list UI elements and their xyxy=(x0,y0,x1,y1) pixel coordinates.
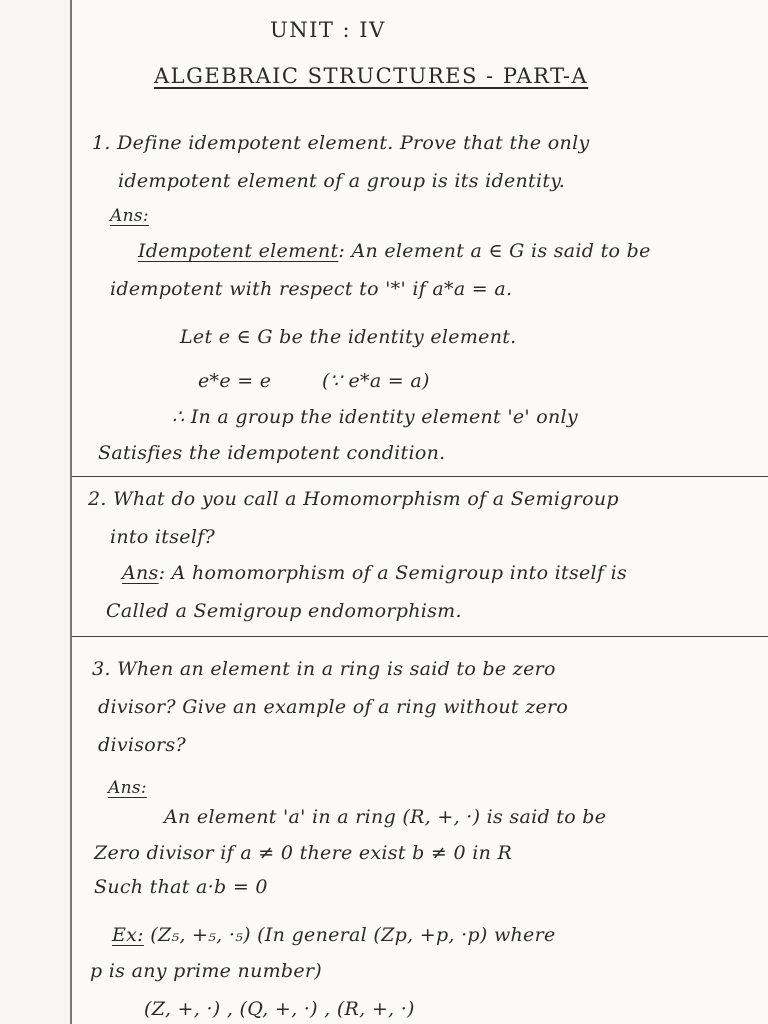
q3-line2: divisor? Give an example of a ring without zero xyxy=(98,696,569,718)
q3-line1: 3. When an element in a ring is said to be zero xyxy=(92,658,556,680)
q1-ans-label: Ans: xyxy=(110,206,149,226)
q1-definition xyxy=(138,240,651,262)
q1-def-term: Idempotent element xyxy=(138,240,339,262)
divider-1 xyxy=(72,476,768,477)
unit-heading: UNIT : IV xyxy=(270,18,386,42)
q1-therefore: ∴ In a group the identity element 'e' only xyxy=(172,406,578,428)
q1-satisfies: Satisfies the idempotent condition. xyxy=(98,442,446,464)
q3-ex-label: Ex: xyxy=(112,924,144,946)
q3-line3: divisors? xyxy=(98,734,186,756)
q1-line1: 1. Define idempotent element. Prove that the only xyxy=(92,132,590,154)
q3-ex-rest: (Z₅, +₅, ·₅) (In general (Zp, +p, ·p) where xyxy=(150,924,556,946)
q3-example xyxy=(112,924,556,946)
q3-answer-1: An element 'a' in a ring (R, +, ·) is said to be xyxy=(164,806,607,828)
q1-def-rest: : An element a ∈ G is said to be xyxy=(338,240,651,262)
q2-ans-rest: : A homomorphism of a Semigroup into itself is xyxy=(158,562,628,584)
q2-ans-label: Ans xyxy=(122,562,159,584)
q1-let: Let e ∈ G be the identity element. xyxy=(180,326,517,348)
q3-example-2: p is any prime number) xyxy=(90,960,323,982)
divider-2 xyxy=(72,636,768,637)
q3-ans-label: Ans: xyxy=(108,778,147,798)
q1-line2: idempotent element of a group is its identity. xyxy=(118,170,566,192)
q1-def-line2: idempotent with respect to '*' if a*a = a. xyxy=(110,278,513,300)
q2-line2: into itself? xyxy=(110,526,216,548)
notebook-page xyxy=(70,0,768,1024)
page-title: ALGEBRAIC STRUCTURES - PART-A xyxy=(154,64,589,88)
q1-equation: e*e = e (∵ e*a = a) xyxy=(198,370,430,392)
q3-answer-3: Such that a·b = 0 xyxy=(94,876,268,898)
q2-line1: 2. What do you call a Homomorphism of a Semigroup xyxy=(88,488,619,510)
q2-answer xyxy=(122,562,627,584)
q2-line3: Called a Semigroup endomorphism. xyxy=(106,600,462,622)
q3-example-3: (Z, +, ·) , (Q, +, ·) , (R, +, ·) xyxy=(144,998,415,1020)
q3-answer-2: Zero divisor if a ≠ 0 there exist b ≠ 0 in R xyxy=(94,842,513,864)
